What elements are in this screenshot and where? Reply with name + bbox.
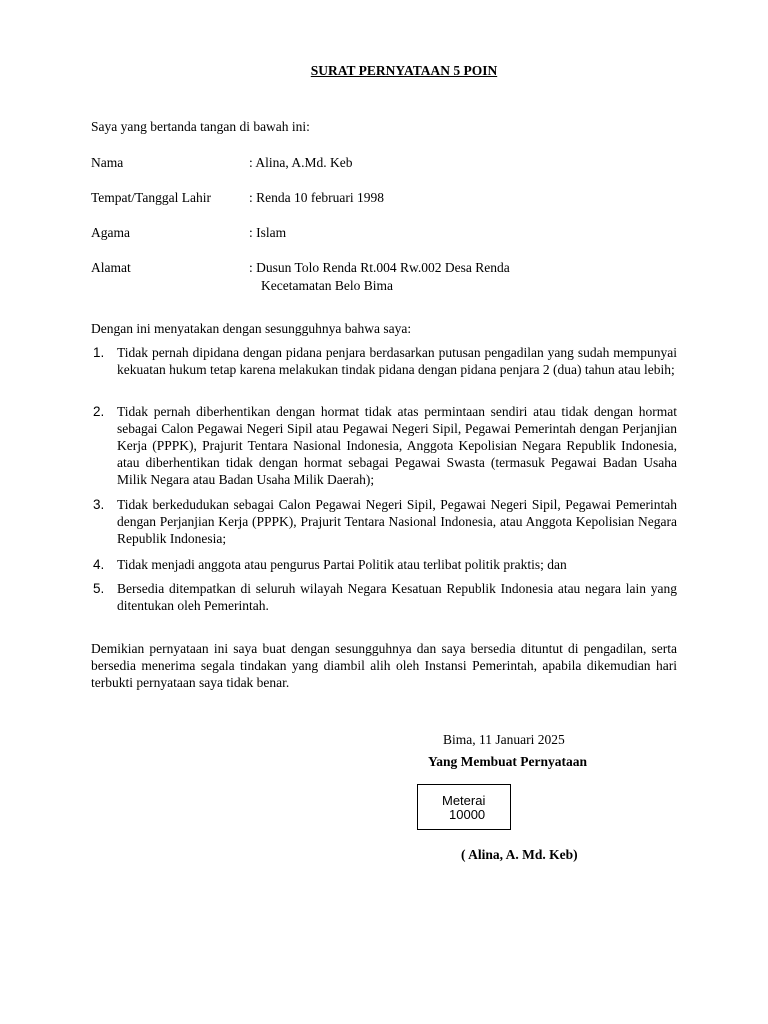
list-text: Tidak menjadi anggota atau pengurus Partai Politik atau terlibat politik praktis; dan bbox=[117, 557, 567, 572]
closing-paragraph: Demikian pernyataan ini saya buat dengan sesungguhnya dan saya bersedia dituntut di pengadilan, serta bersedia menerima segala tindakan yang diambil alih oleh Instansi Pemerintah, apabila dikemudian hari terbukti pernyataan saya tidak benar. bbox=[91, 641, 677, 690]
list-text: Tidak pernah dipidana dengan pidana penjara berdasarkan putusan pengadilan yang sudah mempunyai kekuatan hukum tetap karena melakukan tindak pidana dengan pidana penjara 2 (dua) tahun atau lebih; bbox=[117, 345, 677, 377]
signer-title: Yang Membuat Pernyataan bbox=[428, 754, 587, 769]
list-number: 3. bbox=[93, 497, 105, 512]
list-number: 5. bbox=[93, 581, 105, 596]
identity-value: : Dusun Tolo Renda Rt.004 Rw.002 Desa Renda bbox=[249, 260, 510, 275]
list-number: 4. bbox=[93, 557, 105, 572]
identity-value: : Alina, A.Md. Keb bbox=[249, 155, 353, 170]
list-text: Tidak berkedudukan sebagai Calon Pegawai Negeri Sipil, Pegawai Negeri Sipil, Pegawai Pemerintah dengan Perjanjian Kerja (PPPK), Prajurit Tentara Nasional Indonesia, atau Anggota Kepolisian Negara Republik Indonesia; bbox=[117, 497, 677, 546]
intro-text: Saya yang bertanda tangan di bawah ini: bbox=[91, 119, 310, 134]
identity-label: Tempat/Tanggal Lahir bbox=[91, 190, 211, 205]
declaration-intro: Dengan ini menyatakan dengan sesungguhnya bahwa saya: bbox=[91, 321, 412, 336]
list-item bbox=[91, 403, 677, 488]
document-title: SURAT PERNYATAAN 5 POIN bbox=[310, 63, 498, 78]
stamp-duty-box bbox=[417, 784, 511, 830]
identity-value: : Renda 10 februari 1998 bbox=[249, 190, 384, 205]
identity-label: Alamat bbox=[91, 260, 131, 275]
list-item bbox=[91, 556, 677, 573]
list-item bbox=[91, 496, 677, 547]
identity-label: Nama bbox=[91, 155, 124, 170]
place-date: Bima, 11 Januari 2025 bbox=[443, 732, 565, 747]
list-item bbox=[91, 580, 677, 614]
stamp-label: Meterai bbox=[442, 793, 486, 808]
identity-label: Agama bbox=[91, 225, 130, 240]
stamp-value: 10000 bbox=[449, 807, 486, 822]
identity-value-continued: Kecetamatan Belo Bima bbox=[261, 278, 393, 293]
list-item bbox=[91, 344, 677, 378]
list-number: 1. bbox=[93, 345, 105, 360]
identity-value: : Islam bbox=[249, 225, 287, 240]
list-text: Tidak pernah diberhentikan dengan hormat tidak atas permintaan sendiri atau tidak dengan hormat sebagai Calon Pegawai Negeri Sipil atau Pegawai Negeri Sipil, Pegawai Pemerintah dengan Perjanjian Kerja (PPPK), Prajurit Tentara Nasional Indonesia, Anggota Kepolisian Negara Republik Indonesia, atau diberhentikan tidak dengan hormat sebagai Pegawai Swasta (termasuk Pegawai Badan Usaha Milik Negara atau Badan Usaha Milik Daerah); bbox=[117, 404, 677, 487]
list-text: Bersedia ditempatkan di seluruh wilayah Negara Kesatuan Republik Indonesia atau negara lain yang ditentukan oleh Pemerintah. bbox=[117, 581, 677, 613]
list-number: 2. bbox=[93, 404, 105, 419]
signer-name: ( Alina, A. Md. Keb) bbox=[461, 847, 578, 862]
